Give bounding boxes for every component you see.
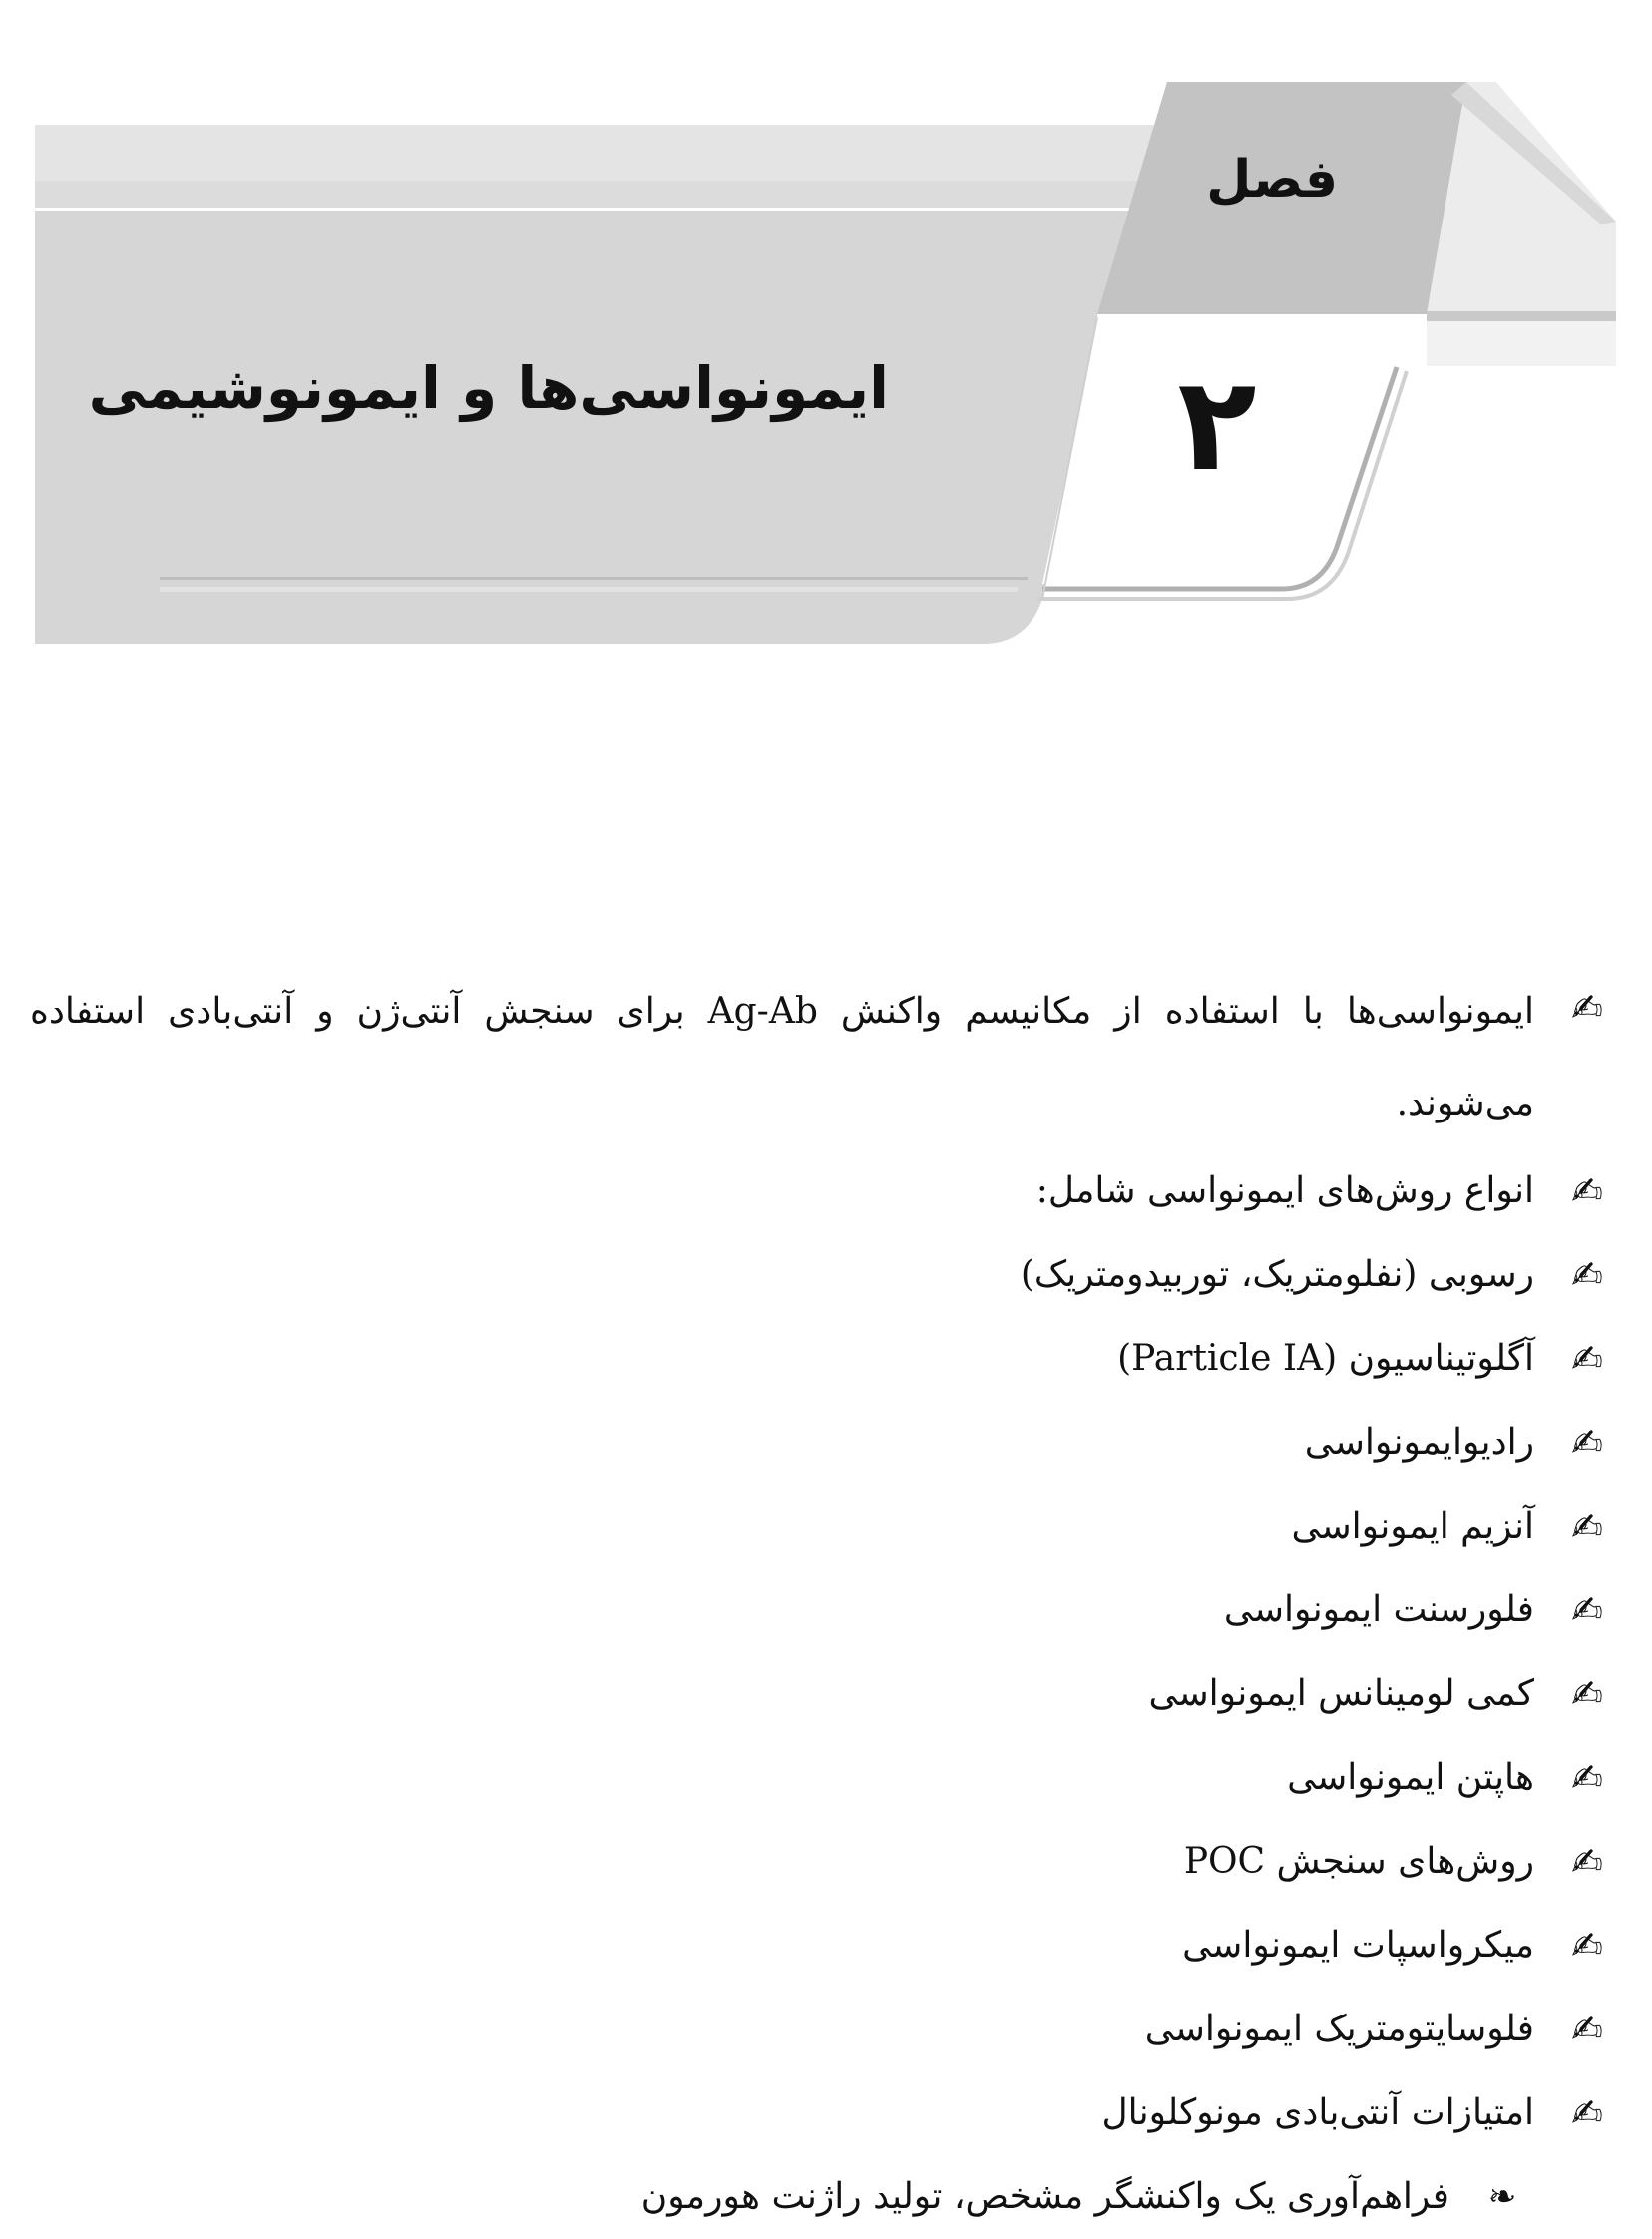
list-item — [30, 1568, 1622, 1652]
list-item-text: رسوبی (نفلومتریک، توربیدومتریک) — [1020, 1254, 1534, 1295]
pen-bullet-icon: ✍ — [1571, 1253, 1603, 1297]
list-item-text: روش‌های سنجش POC — [1183, 1841, 1534, 1882]
pen-bullet-icon: ✍ — [1571, 1337, 1603, 1381]
list-item — [30, 966, 1622, 1149]
list-item — [30, 2071, 1622, 2155]
floral-bullet-icon: ❧ — [1487, 2177, 1517, 2217]
sub-list-item — [30, 2155, 1537, 2239]
content-list — [30, 966, 1622, 2239]
list-item — [30, 1820, 1622, 1904]
list-item — [30, 1317, 1622, 1401]
chapter-number: ۲ — [1177, 348, 1257, 500]
chapter-title: ایمونواسی‌ها و ایمونوشیمی — [88, 354, 889, 422]
pen-bullet-icon: ✍ — [1571, 1588, 1603, 1632]
list-item — [30, 1401, 1622, 1485]
list-item-text: هاپتن ایمونواسی — [1287, 1757, 1534, 1798]
list-item — [30, 1904, 1622, 1988]
list-item — [30, 1988, 1622, 2071]
pen-bullet-icon: ✍ — [1571, 2091, 1603, 2135]
list-item-text: فلورسنت ایمونواسی — [1223, 1589, 1534, 1630]
pen-bullet-icon: ✍ — [1571, 1169, 1603, 1213]
list-item — [30, 1652, 1622, 1736]
list-item-text: ایمونواسی‌ها با استفاده از مکانیسم واکنش Ag-Ab برای سنجش آنتی‌ژن و آنتی‌بادی استفاده می‌شوند. — [30, 991, 1535, 1123]
list-item-text: فلوسایتومتریک ایمونواسی — [1144, 2009, 1534, 2049]
chapter-label: فصل — [1206, 150, 1338, 210]
pen-bullet-icon: ✍ — [1571, 1924, 1603, 1968]
list-item-text: انواع روش‌های ایمونواسی شامل: — [1035, 1170, 1534, 1211]
pen-bullet-icon: ✍ — [1571, 1421, 1603, 1465]
list-item — [30, 1736, 1622, 1820]
pen-bullet-icon: ✍ — [1571, 1840, 1603, 1884]
list-item — [30, 1485, 1622, 1568]
list-item — [30, 1149, 1622, 1233]
list-item-text: آنزیم ایمونواسی — [1291, 1506, 1534, 1547]
list-item — [30, 1233, 1622, 1317]
pen-bullet-icon: ✍ — [1571, 2008, 1603, 2051]
list-item-text: میکرواسپات ایمونواسی — [1182, 1925, 1534, 1966]
list-item-text: کمی لومینانس ایمونواسی — [1148, 1673, 1534, 1714]
list-item-text: آگلوتیناسیون (Particle IA) — [1117, 1338, 1534, 1379]
list-item-text: رادیوایمونواسی — [1304, 1422, 1534, 1463]
pen-bullet-icon: ✍ — [1571, 1672, 1603, 1716]
sub-list-item-text: فراهم‌آوری یک واکنشگر مشخص، تولید راژنت هورمون — [640, 2176, 1449, 2217]
chapter-header-graphic — [0, 0, 1652, 698]
pen-bullet-icon: ✍ — [1571, 1505, 1603, 1549]
pen-bullet-icon: ✍ — [1571, 1756, 1603, 1800]
list-item-text: امتیازات آنتی‌بادی مونوکلونال — [1101, 2092, 1534, 2133]
pen-bullet-icon: ✍ — [1571, 986, 1603, 1030]
